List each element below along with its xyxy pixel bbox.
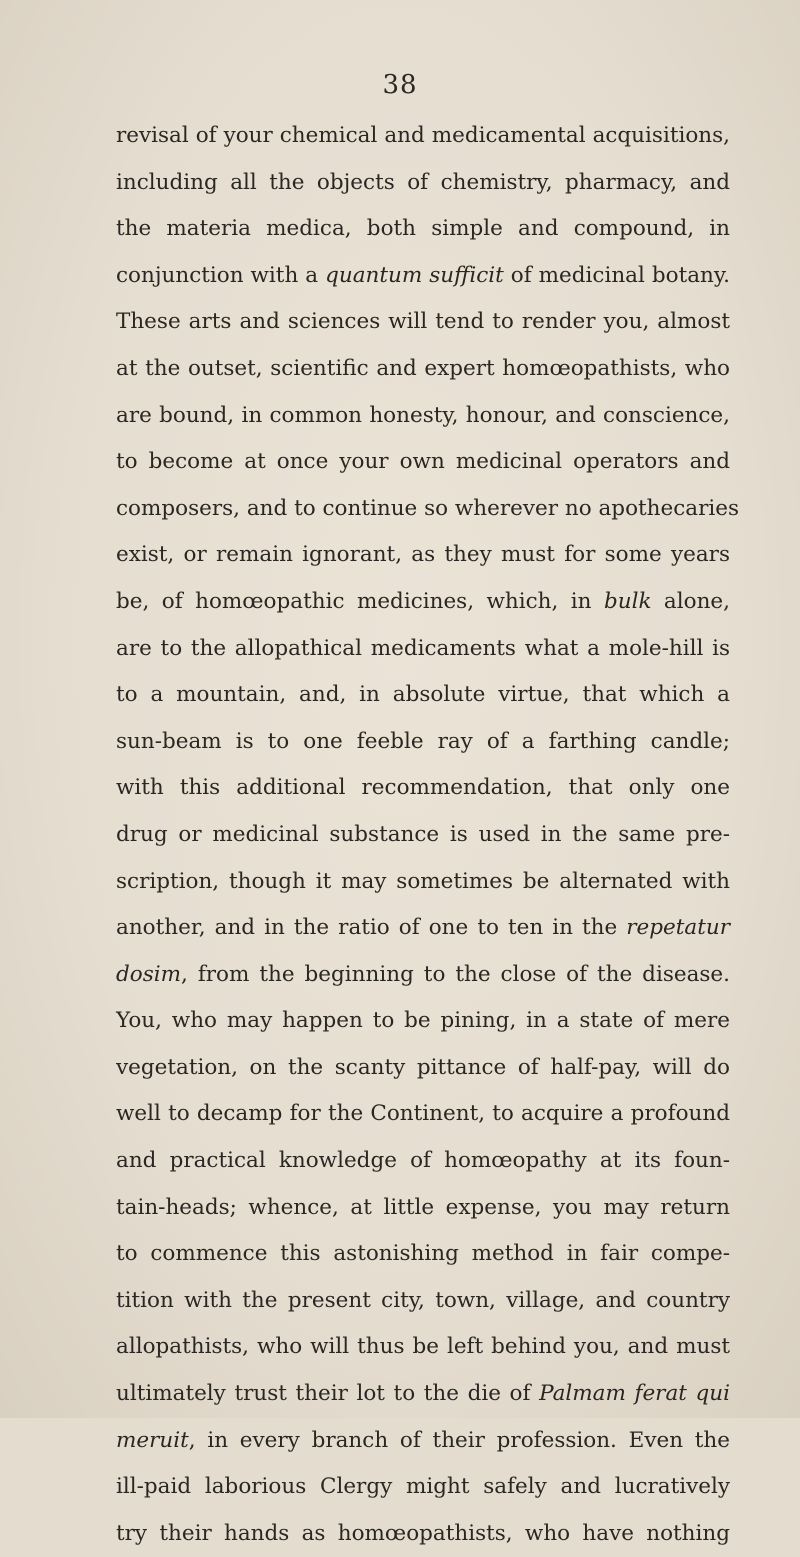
italic-text: bulk xyxy=(603,588,652,614)
text-run: to a mountain, and, in absolute virtue, that which a xyxy=(116,682,730,708)
text-run: , in every branch of their profession. Even the xyxy=(188,1427,730,1453)
text-run: drug or medicinal substance is used in the same pre- xyxy=(116,821,730,847)
body-text xyxy=(116,113,739,1557)
text-line xyxy=(116,206,730,253)
text-line xyxy=(116,998,730,1045)
text-line xyxy=(116,719,730,766)
text-run: tition with the present city, town, village, and country xyxy=(116,1287,730,1313)
text-run: scription, though it may sometimes be alternated with xyxy=(116,868,730,894)
text-run: composers, and to continue so wherever no apothecaries xyxy=(116,495,739,521)
text-run: revisal of your chemical and medicamental acquisitions, xyxy=(116,123,730,148)
text-line xyxy=(116,1511,730,1557)
text-line xyxy=(116,1324,730,1371)
text-run: are bound, in common honesty, honour, and conscience, xyxy=(116,402,730,428)
text-line xyxy=(116,1464,730,1511)
text-line xyxy=(116,1231,730,1278)
italic-text: dosim xyxy=(116,961,182,987)
text-line xyxy=(116,812,730,859)
text-run: the materia medica, both simple and compound, in xyxy=(116,216,730,242)
text-line xyxy=(116,486,739,533)
text-run: well to decamp for the Continent, to acquire a profound xyxy=(116,1101,730,1127)
text-run: tain-heads; whence, at little expense, you may return xyxy=(116,1194,730,1220)
text-run: allopathists, who will thus be left behind you, and must xyxy=(116,1334,730,1360)
page-number: 38 xyxy=(382,70,418,100)
text-run: and practical knowledge of homœopathy at its foun- xyxy=(116,1148,730,1174)
text-line xyxy=(116,1418,730,1465)
italic-text: Palmam ferat qui xyxy=(539,1381,730,1407)
italic-text: quantum sufficit xyxy=(325,262,504,288)
text-line xyxy=(116,1371,730,1418)
text-line xyxy=(116,1185,730,1232)
text-run: another, and in the ratio of one to ten in the xyxy=(116,915,627,941)
text-line xyxy=(116,905,730,952)
text-run: including all the objects of chemistry, pharmacy, and xyxy=(116,169,730,195)
text-line xyxy=(116,765,730,812)
text-run: with this additional recommendation, that only one xyxy=(116,775,730,801)
text-run: You, who may happen to be pining, in a state of mere xyxy=(116,1008,730,1034)
text-run: at the outset, scientific and expert homœopathists, who xyxy=(116,355,730,381)
text-line xyxy=(116,532,730,579)
text-run: try their hands as homœopathists, who have nothing xyxy=(116,1520,730,1546)
text-line xyxy=(116,579,730,626)
text-run: sun-beam is to one feeble ray of a farthing candle; xyxy=(116,728,730,754)
text-line xyxy=(116,859,730,906)
text-run: exist, or remain ignorant, as they must for some years xyxy=(116,542,730,568)
text-run: of medicinal botany. xyxy=(503,262,730,288)
text-run: , from the beginning to the close of the disease. xyxy=(181,961,730,987)
text-run: ill-paid laborious Clergy might safely and lucratively xyxy=(116,1474,730,1500)
text-line xyxy=(116,253,730,300)
text-line xyxy=(116,952,730,999)
text-run: vegetation, on the scanty pittance of half-pay, will do xyxy=(116,1054,730,1080)
italic-text: repetatur xyxy=(626,915,730,941)
text-line xyxy=(116,160,730,207)
text-line xyxy=(116,346,730,393)
text-run: alone, xyxy=(651,588,730,614)
text-line xyxy=(116,1138,730,1185)
italic-text: meruit xyxy=(116,1427,189,1453)
text-line xyxy=(116,299,730,346)
text-line xyxy=(116,393,730,440)
text-run: ultimately trust their lot to the die of xyxy=(116,1381,540,1407)
text-run: to commence this astonishing method in fair compe- xyxy=(116,1241,730,1267)
text-run: are to the allopathical medicaments what a mole-hill is xyxy=(116,635,730,661)
text-run: conjunction with a xyxy=(116,262,326,288)
text-run: These arts and sciences will tend to render you, almost xyxy=(116,309,730,335)
text-line xyxy=(116,1091,730,1138)
text-line xyxy=(116,1278,730,1325)
text-line xyxy=(116,626,730,673)
text-line xyxy=(116,113,730,160)
text-line xyxy=(116,439,730,486)
text-line xyxy=(116,672,730,719)
text-run: be, of homœopathic medicines, which, in xyxy=(116,588,604,614)
text-line xyxy=(116,1045,730,1092)
text-run: to become at once your own medicinal operators and xyxy=(116,449,730,475)
